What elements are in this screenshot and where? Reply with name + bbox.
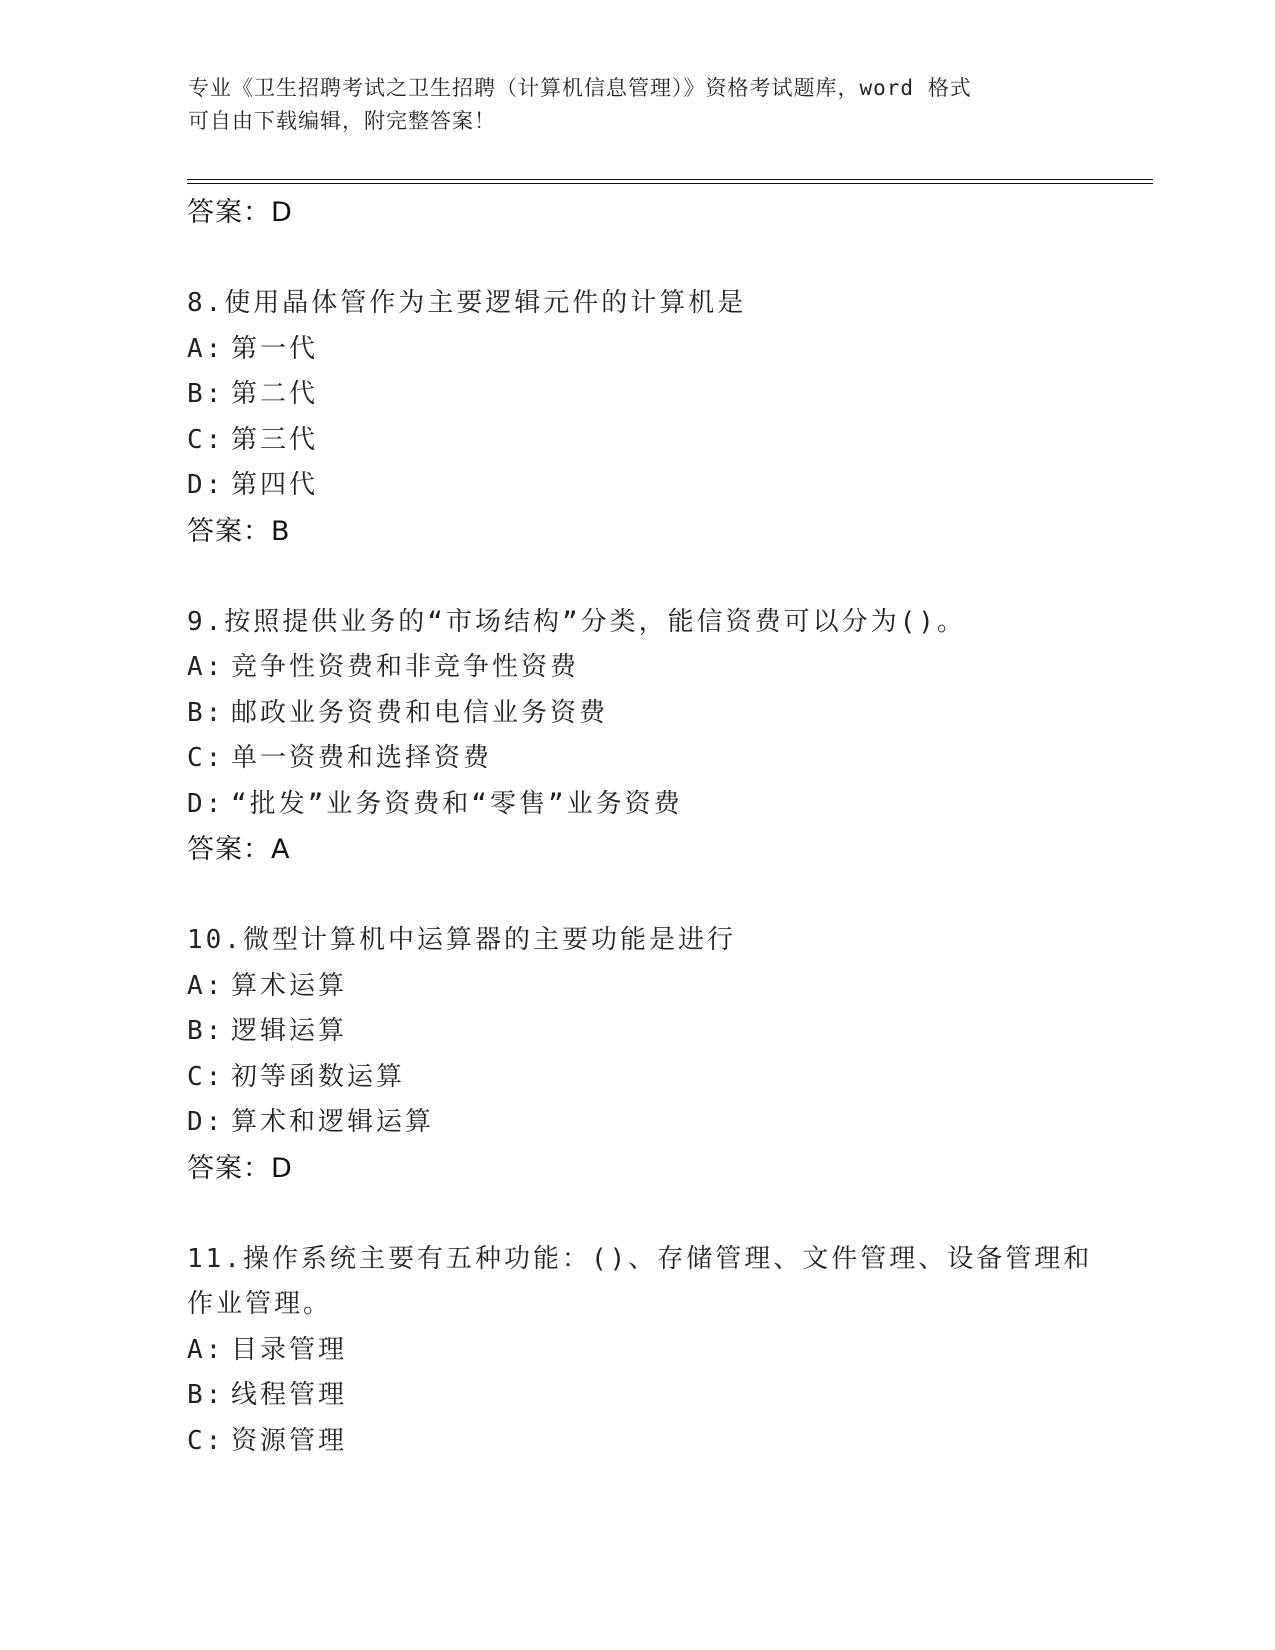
option-label: C: [187, 1061, 225, 1092]
option-a [187, 327, 1087, 373]
option-label: A: [187, 1334, 225, 1365]
spacer [187, 554, 1087, 600]
question-stem-line-1: 11.操作系统主要有五种功能：()、存储管理、文件管理、设备管理和 [187, 1243, 1093, 1274]
question-8 [187, 281, 1087, 554]
option-label: C: [187, 743, 225, 773]
answer: 答案：B [187, 515, 291, 547]
option-a [187, 1328, 1087, 1374]
header-divider-bottom [187, 183, 1153, 184]
option-d [187, 782, 1087, 828]
answer: 答案：A [187, 834, 291, 865]
question-stem: 10.微型计算机中运算器的主要功能是进行 [187, 925, 736, 955]
option-b [187, 1009, 1087, 1055]
question-stem: 8.使用晶体管作为主要逻辑元件的计算机是 [187, 288, 747, 318]
question-10 [187, 918, 1087, 1191]
option-text: 目录管理 [231, 1334, 348, 1365]
option-c [187, 1419, 1087, 1465]
option-label: B: [187, 697, 225, 728]
option-label: D: [187, 788, 225, 819]
option-label: A: [187, 652, 225, 682]
document-header [188, 72, 1088, 138]
option-text: “批发”业务资费和“零售”业务资费 [231, 788, 683, 819]
option-b [187, 691, 1087, 737]
header-divider-top [187, 179, 1153, 180]
option-text: 邮政业务资费和电信业务资费 [231, 697, 609, 728]
option-c [187, 736, 1087, 782]
option-a [187, 645, 1087, 691]
question-stem: 9.按照提供业务的“市场结构”分类，能信资费可以分为()。 [187, 606, 966, 637]
option-label: B: [187, 379, 225, 409]
option-label: B: [187, 1380, 225, 1410]
option-text: 初等函数运算 [231, 1061, 406, 1092]
question-list [187, 190, 1093, 1464]
option-text: 算术运算 [231, 970, 348, 1001]
question-11 [187, 1237, 1093, 1465]
option-label: C: [187, 1425, 225, 1456]
option-text: 逻辑运算 [231, 1016, 348, 1046]
option-c [187, 418, 1087, 464]
option-c [187, 1055, 1087, 1101]
option-text: 第一代 [231, 333, 319, 364]
answer: 答案：D [187, 1152, 293, 1184]
option-text: 资源管理 [231, 1425, 348, 1456]
header-line-1: 专业《卫生招聘考试之卫生招聘（计算机信息管理）》资格考试题库，word 格式 [188, 76, 972, 100]
question-9 [187, 600, 1087, 873]
option-text: 第二代 [231, 379, 319, 409]
option-label: A: [187, 333, 225, 364]
option-text: 第四代 [231, 470, 319, 500]
question-stem-line-2: 作业管理。 [187, 1289, 333, 1319]
option-text: 算术和逻辑运算 [231, 1107, 435, 1137]
option-a [187, 964, 1087, 1010]
option-text: 线程管理 [231, 1380, 348, 1410]
option-d [187, 463, 1087, 509]
option-text: 单一资费和选择资费 [231, 743, 493, 773]
previous-answer: 答案：D [187, 197, 293, 228]
spacer [187, 236, 1087, 282]
spacer [187, 873, 1087, 919]
option-label: B: [187, 1016, 225, 1046]
option-label: D: [187, 470, 225, 500]
option-b [187, 372, 1087, 418]
option-d [187, 1100, 1087, 1146]
header-line-2: 可自由下载编辑，附完整答案！ [188, 109, 496, 133]
option-text: 第三代 [231, 424, 319, 455]
option-b [187, 1373, 1087, 1419]
option-label: C: [187, 424, 225, 455]
option-text: 竞争性资费和非竞争性资费 [231, 652, 580, 682]
option-label: D: [187, 1107, 225, 1137]
option-label: A: [187, 970, 225, 1001]
spacer [187, 1191, 1087, 1237]
